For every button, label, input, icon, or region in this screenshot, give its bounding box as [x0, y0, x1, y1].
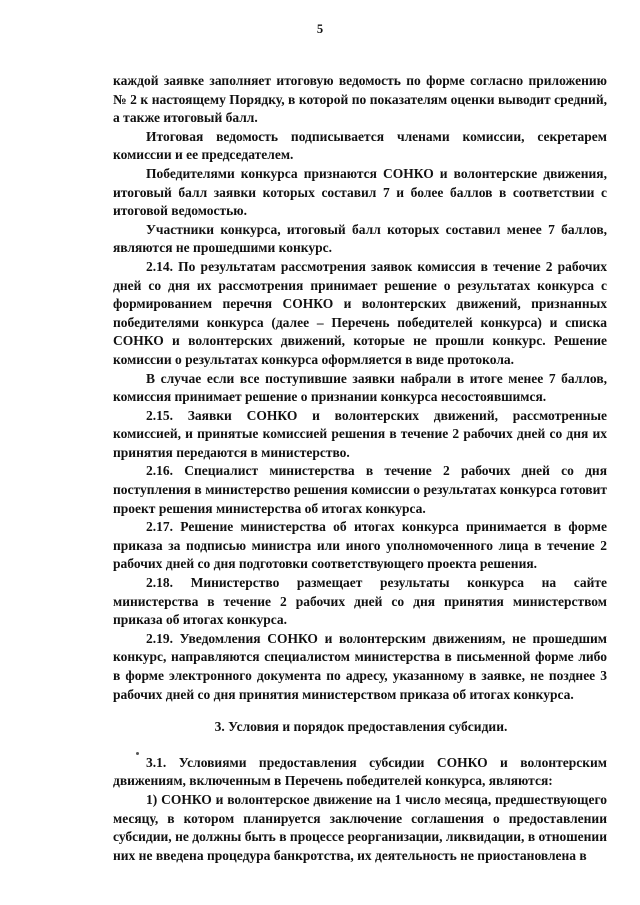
- paragraph: В случае если все поступившие заявки набрали в итоге менее 7 баллов, комиссия принимает решение о признании конкурса несостоявшимся.: [113, 370, 607, 405]
- document-body: [113, 72, 607, 865]
- paragraph: 2.17. Решение министерства об итогах конкурса принимается в форме приказа за подписью министра или иного уполномоченного лица в течение 2 рабочих дней со дня подготовки соответствующего проекта решения.: [113, 519, 607, 572]
- paragraph: каждой заявке заполняет итоговую ведомость по форме согласно приложению № 2 к настоящему Порядку, в которой по показателям оценки выводит средний, а также итоговый балл.: [113, 73, 607, 126]
- paragraph: 2.18. Министерство размещает результаты конкурса на сайте министерства в течение 2 рабочих дней со дня принятия министерством приказа об итогах конкурса.: [113, 575, 607, 628]
- paragraph: 2.16. Специалист министерства в течение 2 рабочих дней со дня поступления в министерство решения комиссии о результатах конкурса готовит проект решения министерства об итогах конкурса.: [113, 463, 607, 516]
- paragraph: 2.19. Уведомления СОНКО и волонтерским движениям, не прошедшим конкурс, направляются специалистом министерства в письменной форме либо в форме электронного документа по адресу, указанному в заявке, не позднее 3 рабочих дней со дня принятия министерством приказа об итогах конкурса.: [113, 630, 607, 702]
- paragraph: 3.1. Условиями предоставления субсидии СОНКО и волонтерским движениям, включенным в Перечень победителей конкурса, являются:: [113, 754, 607, 789]
- paragraph: Победителями конкурса признаются СОНКО и волонтерские движения, итоговый балл заявки которых составил 7 и более баллов в соответствии с итоговой ведомостью.: [113, 165, 607, 219]
- paragraph: Участники конкурса, итоговый балл которых составил менее 7 баллов, являются не прошедшими конкурс.: [113, 221, 607, 256]
- section-heading: 3. Условия и порядок предоставления субсидии.: [214, 719, 508, 735]
- paragraph: 1) СОНКО и волонтерское движение на 1 число месяца, предшествующего месяцу, в котором планируется заключение соглашения о предоставлении субсидии, не должны быть в процессе реорганизации, ликвидации, в отношении них не введена процедура банкротства, их деятельность не приостановлена в: [113, 791, 607, 863]
- paragraph: Итоговая ведомость подписывается членами комиссии, секретарем комиссии и ее председателем.: [113, 128, 607, 163]
- paragraph: 2.14. По результатам рассмотрения заявок комиссия в течение 2 рабочих дней со дня их рассмотрения принимает решение о результатах конкурса с формированием перечня СОНКО и волонтерских движений, признанных победителями конкурса (далее – Перечень победителей конкурса) и списка СОНКО и волонтерских движений, которые не прошли конкурс. Решение комиссии о результатах конкурса оформляется в виде протокола.: [113, 258, 607, 367]
- page-number: 5: [316, 22, 324, 36]
- paragraph: 2.15. Заявки СОНКО и волонтерских движений, рассмотренные комиссией, и принятые комиссией решения в течение 2 рабочих дней со дня их принятия передаются в министерство.: [113, 407, 607, 460]
- scan-speck: [136, 752, 139, 755]
